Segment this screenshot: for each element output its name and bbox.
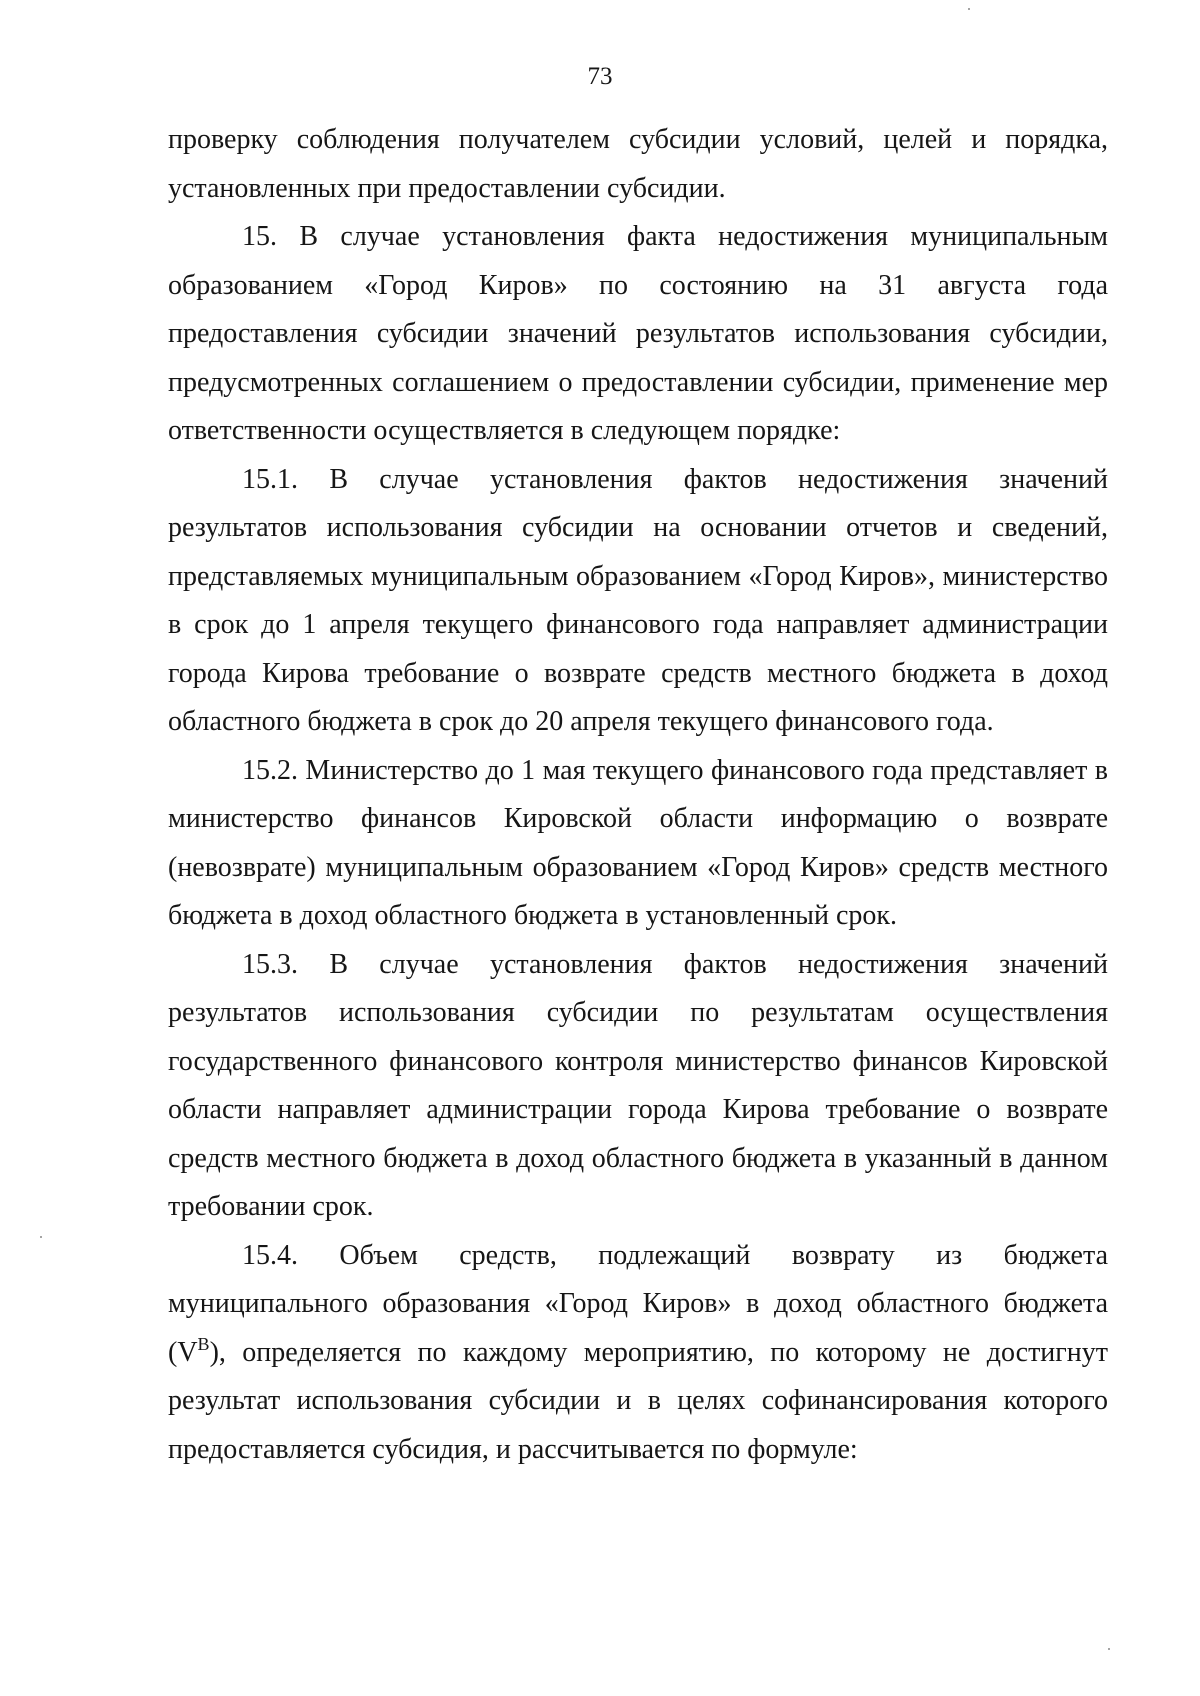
scan-speck	[968, 8, 970, 10]
paragraph-15-3: 15.3. В случае установления фактов недостижения значений результатов использования субсидии по результатам осуществления государственного финансового контроля министерство финансов Кировской области направляет администрации города Кирова требование о возврате средств местного бюджета в доход областного бюджета в указанный в данном требовании срок.	[168, 948, 1108, 1222]
paragraph-15: 15. В случае установления факта недостижения муниципальным образованием «Город Киров» по состоянию на 31 августа года предоставления субсидии значений результатов использования субсидии, предусмотренных соглашением о предоставлении субсидии, применение мер ответственности осуществляется в следующем порядке:	[168, 221, 1108, 446]
document-body	[168, 116, 1108, 1474]
scan-speck	[40, 1236, 42, 1238]
paragraph-15-4	[168, 1232, 1108, 1475]
superscript-b: B	[197, 1333, 210, 1354]
paragraph-15-4-after: ), определяется по каждому мероприятию, по которому не достигнут результат использования субсидии и в целях софинансирования которого предоставляется субсидия, и рассчитывается по формуле:	[168, 1336, 1108, 1465]
paragraph-15-1: 15.1. В случае установления фактов недостижения значений результатов использования субсидии на основании отчетов и сведений, представляемых муниципальным образованием «Город Киров», министерство в срок до 1 апреля текущего финансового года направляет администрации города Кирова требование о возврате средств местного бюджета в доход областного бюджета в срок до 20 апреля текущего финансового года.	[168, 463, 1108, 737]
paragraph-continuation: проверку соблюдения получателем субсидии условий, целей и порядка, установленных при предоставлении субсидии.	[168, 124, 1108, 204]
paragraph-15-4-before: 15.4. Объем средств, подлежащий возврату из бюджета муниципального образования «Город Киров» в доход областного бюджета (V	[168, 1239, 1108, 1368]
page-number: 73	[587, 63, 613, 90]
paragraph-15-2: 15.2. Министерство до 1 мая текущего финансового года представляет в министерство финансов Кировской области информацию о возврате (невозврате) муниципальным образованием «Город Киров» средств местного бюджета в доход областного бюджета в установленный срок.	[168, 754, 1108, 931]
scan-speck	[1108, 1648, 1110, 1650]
